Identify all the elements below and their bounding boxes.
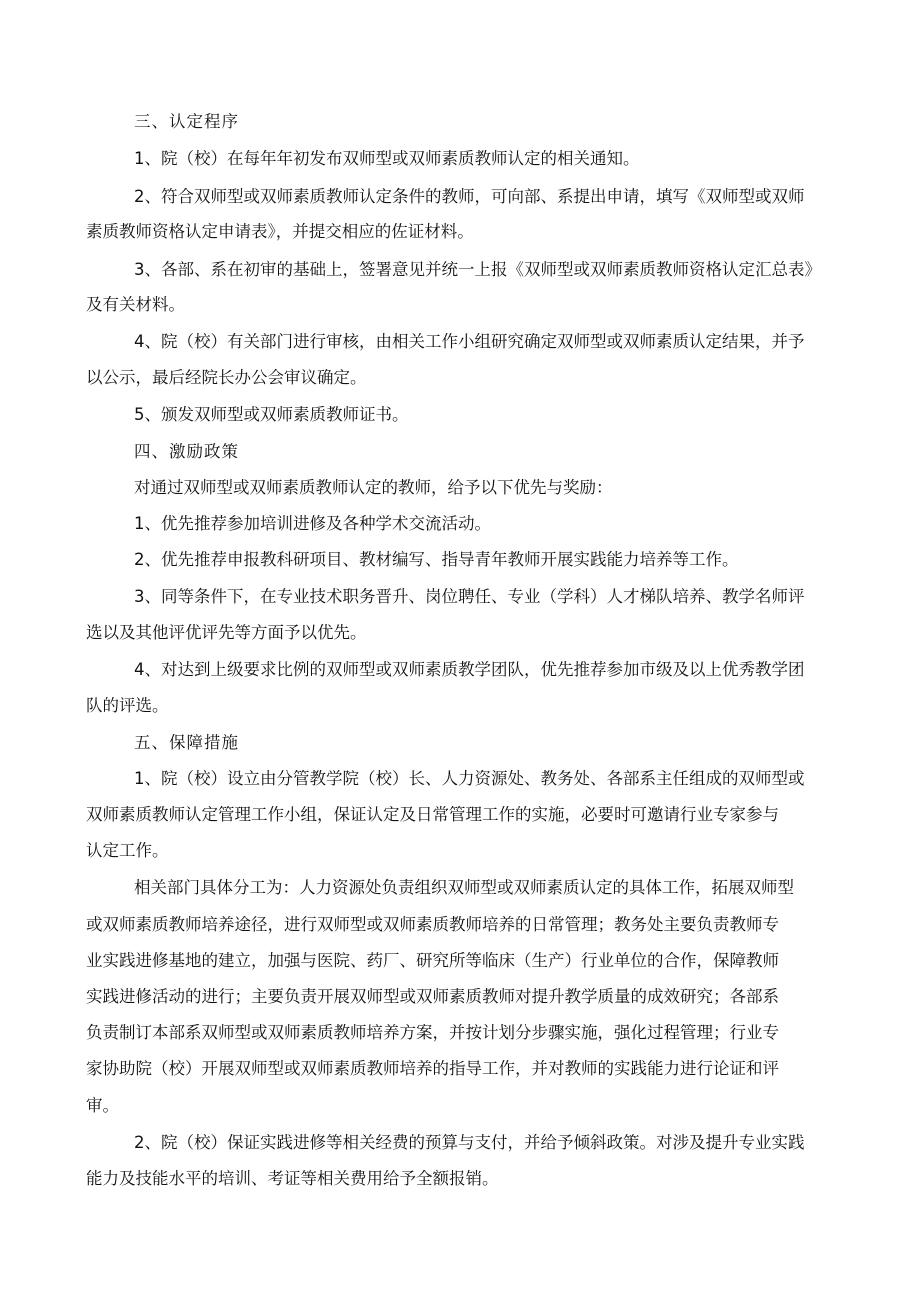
paragraph-line: 负责制订本部系双师型或双师素质教师培养方案，并按计划分步骤实施，强化过程管理；行业专 <box>86 1023 779 1042</box>
paragraph-line: 4、对达到上级要求比例的双师型或双师素质教学团队，优先推荐参加市级及以上优秀教学团 <box>134 660 805 679</box>
paragraph-line: 及有关材料。 <box>86 295 185 314</box>
paragraph-line: 3、各部、系在初审的基础上，签署意见并统一上报《双师型或双师素质教师资格认定汇总表》 <box>134 260 821 279</box>
paragraph-line: 以公示，最后经院长办公会审议确定。 <box>86 368 367 387</box>
paragraph-line: 审。 <box>86 1096 119 1115</box>
paragraph-line: 队的评选。 <box>86 696 169 715</box>
paragraph-line: 素质教师资格认定申请表》，并提交相应的佐证材料。 <box>86 222 474 241</box>
paragraph-line: 3、同等条件下，在专业技术职务晋升、岗位聘任、专业（学科）人才梯队培养、教学名师评 <box>134 587 805 606</box>
section-heading-incentives: 四、激励政策 <box>134 442 239 461</box>
paragraph-line: 对通过双师型或双师素质教师认定的教师，给予以下优先与奖励： <box>134 478 613 497</box>
paragraph-line: 能力及技能水平的培训、考证等相关费用给予全额报销。 <box>86 1169 499 1188</box>
section-heading-safeguards: 五、保障措施 <box>134 733 239 752</box>
paragraph-line: 双师素质教师认定管理工作小组，保证认定及日常管理工作的实施，必要时可邀请行业专家参与 <box>86 805 779 824</box>
paragraph-line: 2、符合双师型或双师素质教师认定条件的教师，可向部、系提出申请，填写《双师型或双师 <box>134 187 805 206</box>
paragraph-line: 2、优先推荐申报教科研项目、教材编写、指导青年教师开展实践能力培养等工作。 <box>134 550 739 569</box>
paragraph-line: 认定工作。 <box>86 841 169 860</box>
paragraph-line: 选以及其他评优评先等方面予以优先。 <box>86 623 367 642</box>
paragraph-line: 相关部门具体分工为：人力资源处负责组织双师型或双师素质认定的具体工作，拓展双师型 <box>134 878 794 897</box>
paragraph-line: 4、院（校）有关部门进行审核，由相关工作小组研究确定双师型或双师素质认定结果，并予 <box>134 332 805 351</box>
paragraph-line: 2、院（校）保证实践进修等相关经费的预算与支付，并给予倾斜政策。对涉及提升专业实践 <box>134 1133 805 1152</box>
section-heading-procedure: 三、认定程序 <box>134 112 239 131</box>
paragraph-line: 5、颁发双师型或双师素质教师证书。 <box>134 405 409 424</box>
paragraph-line: 1、院（校）设立由分管教学院（校）长、人力资源处、教务处、各部系主任组成的双师型或 <box>134 769 805 788</box>
paragraph-line: 家协助院（校）开展双师型或双师素质教师培养的指导工作，并对教师的实践能力进行论证和评 <box>86 1059 779 1078</box>
paragraph-line: 实践进修活动的进行；主要负责开展双师型或双师素质教师对提升教学质量的成效研究；各部系 <box>86 987 779 1006</box>
paragraph-line: 业实践进修基地的建立，加强与医院、药厂、研究所等临床（生产）行业单位的合作，保障教师 <box>86 951 779 970</box>
paragraph-line: 1、院（校）在每年年初发布双师型或双师素质教师认定的相关通知。 <box>134 149 640 168</box>
paragraph-line: 或双师素质教师培养途径，进行双师型或双师素质教师培养的日常管理；教务处主要负责教师专 <box>86 915 779 934</box>
paragraph-line: 1、优先推荐参加培训进修及各种学术交流活动。 <box>134 514 491 533</box>
